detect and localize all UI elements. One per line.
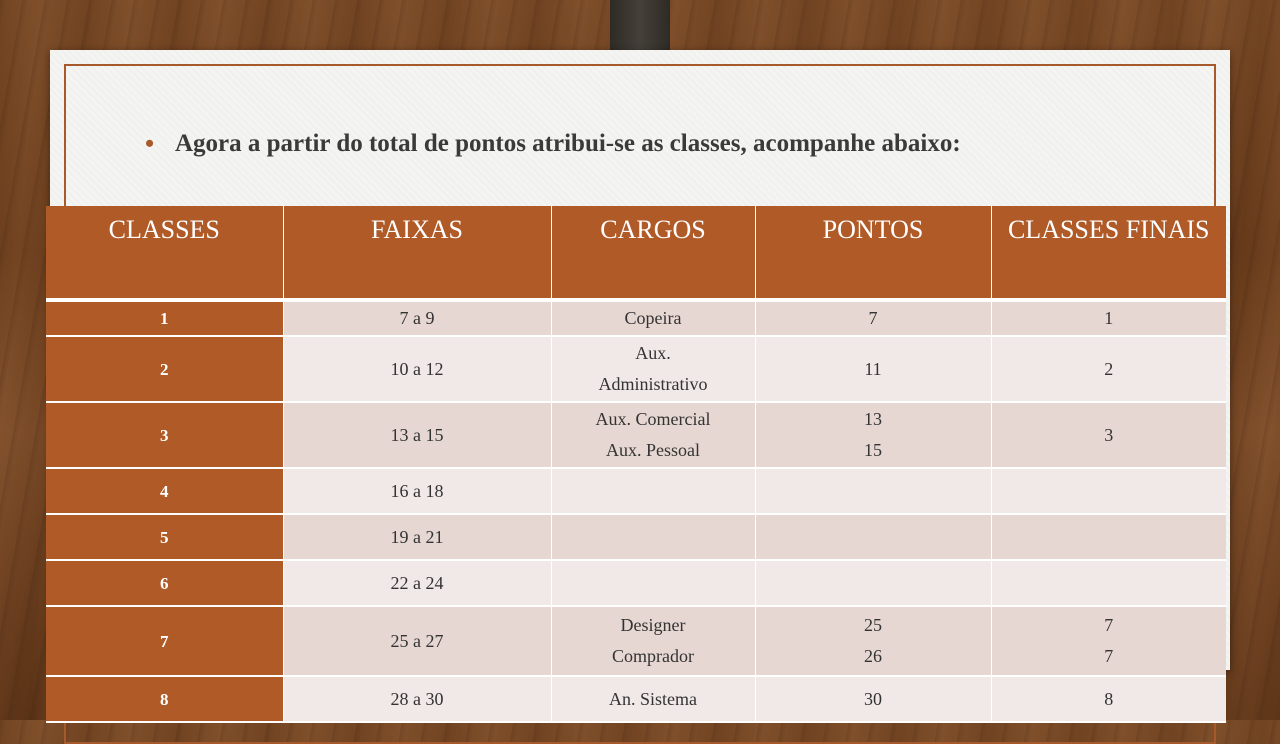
cell-classes-finais [991,402,1226,468]
cargo-name: Designer [620,615,686,635]
cell-classe: 8 [46,676,283,722]
cell-classe: 5 [46,514,283,560]
table-row [46,300,1226,336]
cell-pontos [755,606,991,676]
cell-cargos [551,676,755,722]
cell-classe: 1 [46,300,283,336]
cargo-name: Comprador [612,646,694,666]
cell-pontos [755,402,991,468]
cell-pontos [755,514,991,560]
cell-faixa: 28 a 30 [283,676,551,722]
cell-classes-finais [991,606,1226,676]
cell-faixa: 19 a 21 [283,514,551,560]
pontos-value: 15 [864,440,882,460]
cell-cargos [551,300,755,336]
classe-final-value: 2 [1104,358,1114,379]
table-row [46,676,1226,722]
cell-pontos [755,336,991,402]
cargo-name: Administrativo [598,374,708,394]
cell-classes-finais [991,560,1226,606]
cell-cargos [551,606,755,676]
bullet-paragraph [145,126,1185,162]
classe-final-value: 1 [1104,308,1114,328]
cell-classe: 7 [46,606,283,676]
cell-cargos [551,468,755,514]
cell-classe: 2 [46,336,283,402]
cell-faixa: 16 a 18 [283,468,551,514]
cargo-name: Aux. Pessoal [606,440,700,460]
header-faixas: FAIXAS [283,206,551,300]
pontos-value: 13 [864,409,882,429]
cell-classe: 4 [46,468,283,514]
cell-cargos [551,336,755,402]
cell-pontos [755,468,991,514]
cargo-name: An. Sistema [609,688,697,709]
table-row [46,606,1226,676]
table-row [46,402,1226,468]
cell-faixa: 25 a 27 [283,606,551,676]
cell-faixa: 7 a 9 [283,300,551,336]
cargo-name: Copeira [624,308,682,328]
table-header-row [46,206,1226,300]
classe-final-value: 8 [1104,688,1114,709]
header-cargos: CARGOS [551,206,755,300]
classe-final-value: 7 [1104,646,1114,666]
classe-final-value: 7 [1104,615,1114,635]
cell-pontos [755,300,991,336]
bullet-icon: • [145,129,155,158]
cell-cargos [551,514,755,560]
cell-classes-finais [991,514,1226,560]
pontos-value: 7 [868,308,878,328]
cell-classes-finais [991,676,1226,722]
cell-classe: 3 [46,402,283,468]
table-row [46,514,1226,560]
classes-table [46,206,1226,723]
cargo-name: Aux. Comercial [595,409,711,429]
table-row [46,560,1226,606]
table-row [46,336,1226,402]
cell-pontos [755,676,991,722]
classe-final-value: 3 [1104,424,1114,445]
cell-cargos [551,402,755,468]
header-pontos: PONTOS [755,206,991,300]
cell-faixa: 22 a 24 [283,560,551,606]
cell-cargos [551,560,755,606]
pontos-value: 30 [864,688,882,709]
bullet-text: Agora a partir do total de pontos atribui-se as classes, acompanhe abaixo: [175,130,961,157]
pontos-value: 26 [864,646,882,666]
cell-faixa: 13 a 15 [283,402,551,468]
header-classes: CLASSES [46,206,283,300]
cell-classes-finais [991,336,1226,402]
pontos-value: 25 [864,615,882,635]
cell-faixa: 10 a 12 [283,336,551,402]
pontos-value: 11 [864,358,882,379]
cell-classes-finais [991,300,1226,336]
cell-classes-finais [991,468,1226,514]
table-body [46,300,1226,722]
header-classes-finais: CLASSES FINAIS [991,206,1226,300]
cell-pontos [755,560,991,606]
table-row [46,468,1226,514]
cell-classe: 6 [46,560,283,606]
cargo-name: Aux. [635,343,671,363]
